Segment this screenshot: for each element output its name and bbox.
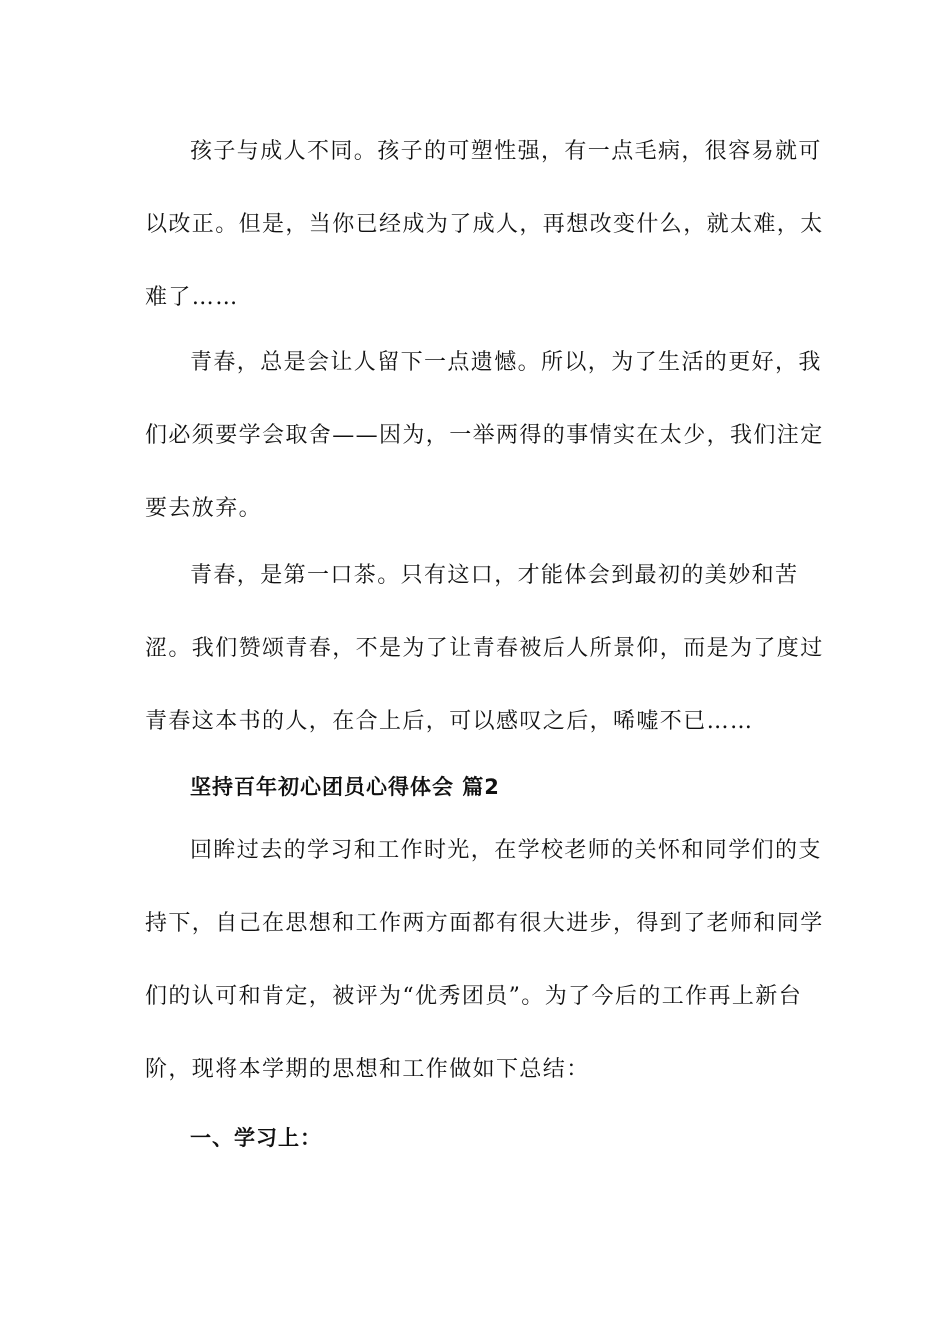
section-paragraph-line-1: 回眸过去的学习和工作时光，在学校老师的关怀和同学们的支 bbox=[190, 838, 822, 863]
section-title: 坚持百年初心团员心得体会 篇2 bbox=[190, 775, 500, 799]
section-paragraph-line-2: 持下，自己在思想和工作两方面都有很大进步，得到了老师和同学 bbox=[145, 911, 824, 936]
subheading-study: 一、学习上： bbox=[190, 1126, 322, 1150]
section-paragraph-line-4: 阶，现将本学期的思想和工作做如下总结： bbox=[145, 1057, 590, 1082]
paragraph-3-line-1: 青春，是第一口茶。只有这口，才能体会到最初的美妙和苦 bbox=[190, 563, 799, 588]
section-paragraph-line-3: 们的认可和肯定，被评为“优秀团员”。为了今后的工作再上新台 bbox=[145, 984, 803, 1009]
paragraph-2-line-3: 要去放弃。 bbox=[145, 496, 263, 521]
paragraph-3-line-2: 涩。我们赞颂青春，不是为了让青春被后人所景仰，而是为了度过 bbox=[145, 636, 824, 661]
paragraph-2-line-1: 青春，总是会让人留下一点遗憾。所以，为了生活的更好，我 bbox=[190, 350, 822, 375]
paragraph-3-line-3: 青春这本书的人，在合上后，可以感叹之后，唏嘘不已…… bbox=[145, 709, 754, 734]
paragraph-1-line-2: 以改正。但是，当你已经成为了成人，再想改变什么，就太难，太 bbox=[145, 212, 824, 237]
paragraph-2-line-2: 们必须要学会取舍——因为，一举两得的事情实在太少，我们注定 bbox=[145, 423, 824, 448]
paragraph-1-line-3: 难了…… bbox=[145, 285, 239, 310]
paragraph-1-line-1: 孩子与成人不同。孩子的可塑性强，有一点毛病，很容易就可 bbox=[190, 139, 822, 164]
